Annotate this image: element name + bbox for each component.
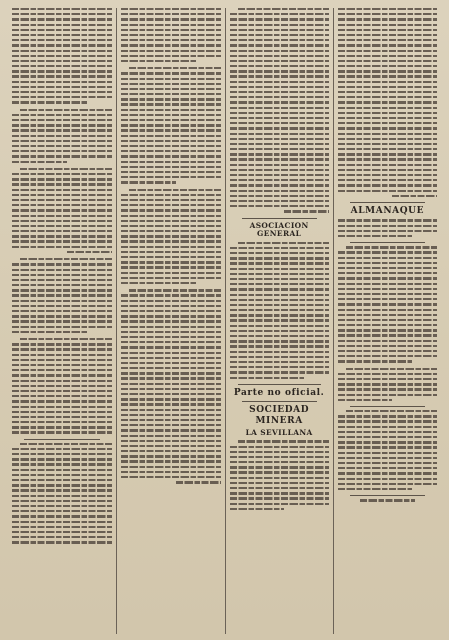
column-4: [333, 8, 441, 634]
text-block: [230, 242, 329, 379]
column-1: [8, 8, 116, 634]
text-block: [12, 168, 112, 253]
text-block: [338, 368, 437, 401]
imprint-rule: [350, 495, 425, 496]
text-block: [338, 246, 437, 362]
text-block: [338, 410, 437, 490]
section-rule: [350, 406, 425, 407]
heading-parte-no-oficial: Parte no oficial.: [233, 387, 325, 398]
section-rule: [242, 218, 317, 219]
text-block: [338, 219, 437, 237]
heading-almanaque: ALMANAQUE: [350, 206, 425, 217]
heading-asociacion-general: ASOCIACION GENERAL: [249, 220, 309, 239]
heading-la-sevillana: LA SEVILLANA: [245, 427, 313, 437]
text-block: [121, 289, 220, 483]
heading-sociedad-minera: SOCIEDAD MINERA: [249, 405, 310, 426]
text-block: [12, 109, 112, 163]
column-2: [116, 8, 224, 634]
text-block: [121, 8, 220, 62]
text-block: [121, 67, 220, 183]
section-rule: [238, 384, 321, 385]
text-block: [12, 443, 112, 544]
text-block: [230, 440, 329, 510]
text-block: [338, 8, 437, 197]
section-rule: [350, 202, 425, 203]
section-rule: [350, 242, 425, 243]
text-block: [12, 258, 112, 333]
imprint-line: [338, 499, 437, 501]
text-block: [12, 8, 112, 104]
column-3: [225, 8, 333, 634]
column-rule: [24, 439, 100, 440]
column-container: [8, 8, 441, 634]
text-block: [12, 338, 112, 434]
text-block: [121, 189, 220, 285]
section-rule: [242, 401, 317, 402]
text-block: [230, 8, 329, 213]
